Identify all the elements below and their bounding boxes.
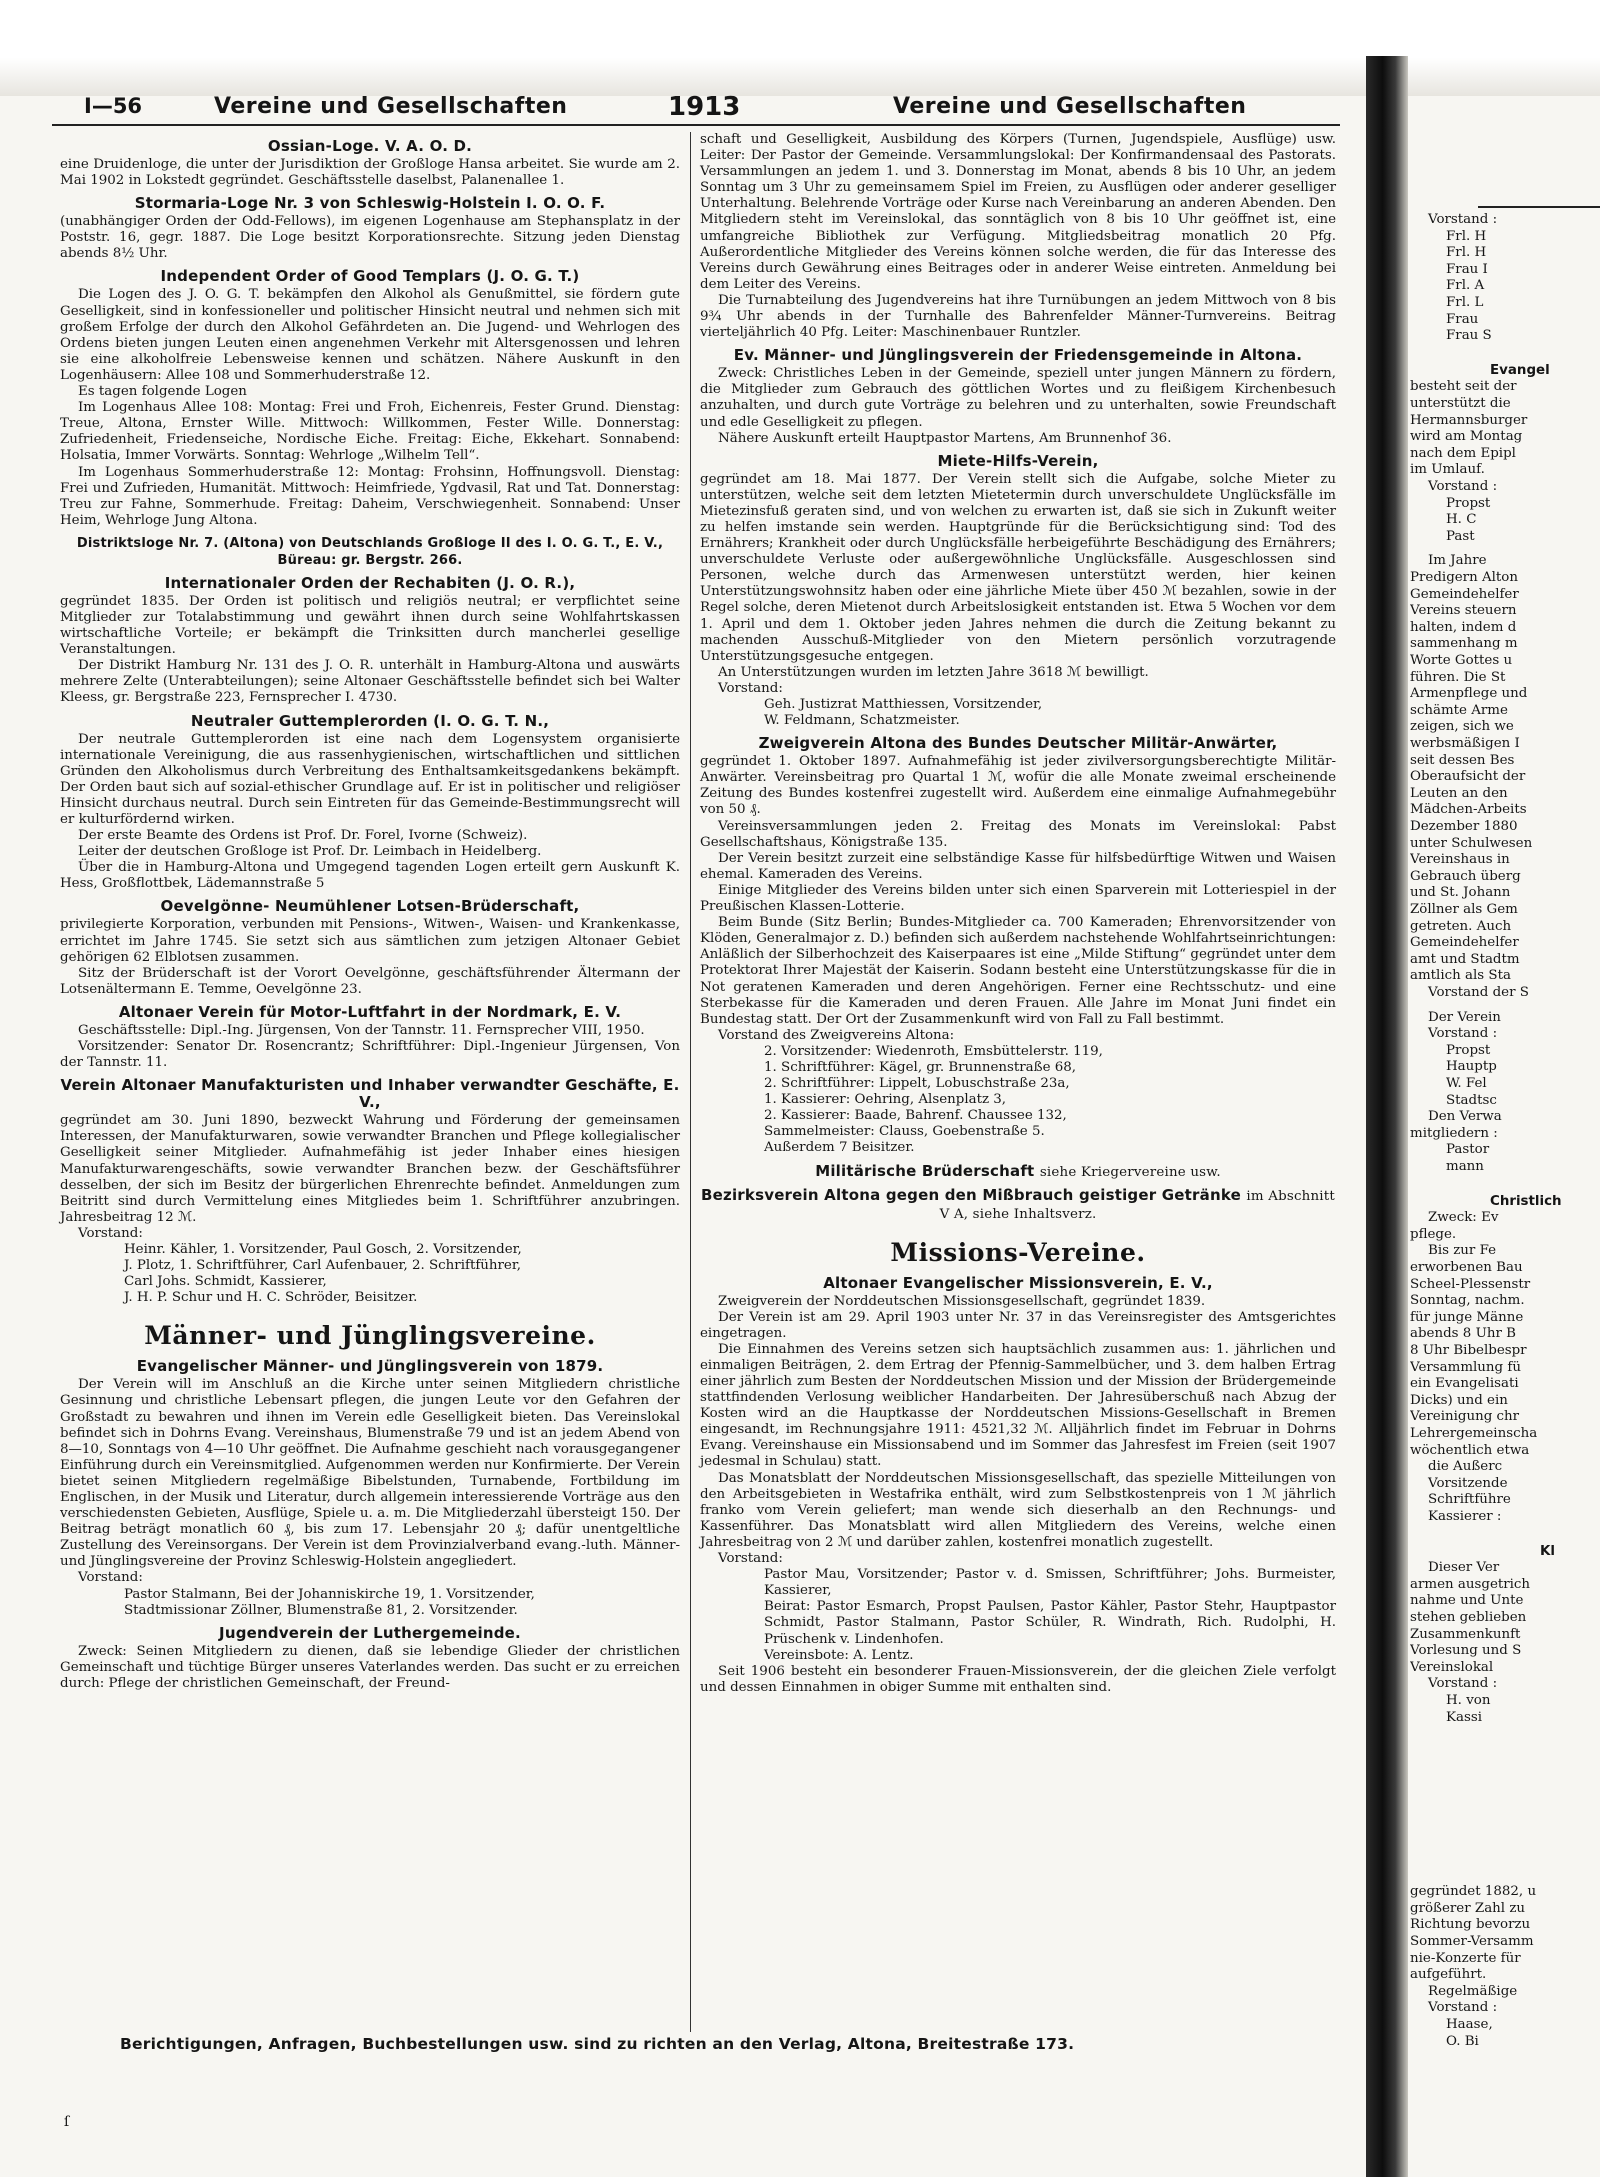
next-page-line: Leuten an den bbox=[1410, 785, 1508, 801]
next-page-line: aufgeführt. bbox=[1410, 1967, 1487, 1983]
board-member: W. Feldmann, Schatzmeister. bbox=[764, 713, 960, 729]
paragraph: Die Einnahmen des Vereins setzen sich hauptsächlich zusammen aus: 1. jährlichen und einmaligen Beiträgen, 2. dem Ertrag der Pfennig-Sammelbücher, und 3. dem halben Ertrag einer jährlich zum Besten der Norddeutschen Mission und der Mission der Brüdergemeinde stattfindenden Verlosung weiblicher Handarbeiten. Der Jahresüberschuß nach Abzug der Kosten wird an die Hauptkasse der Norddeutschen Missions-Gesellschaft in Bremen eingesandt, im Rechnungsjahre 1911: 4521,32 ℳ. Alljährlich findet im Februar in Dohrns Evang. Vereinshause ein Missionsabend und im Sommer das Jahresfest im Freien (seit 1907 jedesmal in Schulau) statt. bbox=[700, 1341, 1336, 1470]
board-member: 2. Schriftführer: Lippelt, Lobuschstraße 23a, bbox=[764, 1076, 1070, 1092]
next-page-line: Den Verwa bbox=[1428, 1109, 1502, 1125]
paragraph: Vorstand: bbox=[78, 1570, 143, 1586]
year: 1913 bbox=[668, 92, 741, 122]
paragraph: Der Verein besitzt zurzeit eine selbständige Kasse für hilfsbedürftige Witwen und Waisen ehemal. Kameraden des Vereins. bbox=[700, 850, 1336, 882]
next-page-line: größerer Zahl zu bbox=[1410, 1900, 1526, 1916]
next-page-line: Vereinshaus in bbox=[1410, 852, 1510, 868]
next-page-line: Zöllner als Gem bbox=[1410, 902, 1518, 917]
paragraph: Die Logen des J. O. G. T. bekämpfen den Alkohol als Genußmittel, sie fördern gute Geselligkeit, sind in konfessioneller und politischer Hinsicht neutral und nehmen sich mit großem Erfolge der durch den Alkohol Gefährdeten an. Die Jugend- und Wehrlogen des Ordens bieten jungen Leuten einen angenehmen Verkehr mit Altersgenossen und lehren sie eine alkoholfreie Lebensweise kennen und schätzen. Nähere Auskunft in den Logenhäusern: Allee 108 und Sommerhuderstraße 12. bbox=[60, 287, 680, 383]
paragraph: Zweck: Seinen Mitgliedern zu dienen, daß sie lebendige Glieder der christlichen Gemeinschaft und tüchtige Bürger unseres Vaterlandes werden. Das sucht er zu erreichen durch: Pflege der christlichen Gemeinschaft, der Freund- bbox=[60, 1643, 680, 1691]
next-page-line: nach dem Epipl bbox=[1410, 445, 1516, 461]
section-title: Independent Order of Good Templars (J. O. G. T.) bbox=[160, 267, 580, 286]
next-page-line: zeigen, sich we bbox=[1410, 719, 1514, 735]
paragraph: Der Distrikt Hamburg Nr. 131 des J. O. R. unterhält in Hamburg-Altona und auswärts mehrere Zelte (Unterabteilungen); seine Altonaer Geschäftsstelle befindet sich bei Walter Kleess, gr. Bergstraße 223, Fernsprecher I. 4730. bbox=[60, 658, 680, 706]
paragraph: Zweck: Christliches Leben in der Gemeinde, speziell unter jungen Männern zu fördern, die Mitglieder zum Gebrauch des göttlichen Wortes und zu fleißigem Kirchenbesuch anzuhalten, und durch gute Vorträge zu belehren und zu unterhalten, sowie Freundschaft und edle Geselligkeit zu pflegen. bbox=[700, 366, 1336, 430]
paragraph: Vereinsversammlungen jeden 2. Freitag des Monats im Vereinslokal: Pabst Gesellschaftshaus, Königstraße 135. bbox=[700, 818, 1336, 850]
next-page-line: unterstützt die bbox=[1410, 396, 1511, 411]
next-page-line: Lehrergemeinscha bbox=[1410, 1426, 1538, 1441]
next-page-line: und St. Johann bbox=[1410, 885, 1511, 901]
next-page-line: schämte Arme bbox=[1410, 702, 1508, 718]
next-page-line: Frl. L bbox=[1446, 295, 1484, 310]
next-page-line: wöchentlich etwa bbox=[1410, 1442, 1530, 1458]
left-column bbox=[60, 132, 680, 1692]
next-page-line: Sommer-Versamm bbox=[1410, 1934, 1534, 1949]
next-page-line: H. C bbox=[1446, 512, 1477, 528]
section-title bbox=[700, 1163, 1336, 1181]
column-rule bbox=[690, 132, 691, 2032]
next-page-line: Oberaufsicht der bbox=[1410, 769, 1526, 785]
paragraph: Der erste Beamte des Ordens ist Prof. Dr. Forel, Ivorne (Schweiz). bbox=[78, 828, 528, 844]
next-page-line: wird am Montag bbox=[1410, 429, 1523, 445]
paragraph: Geschäftsstelle: Dipl.-Ing. Jürgensen, Von der Tannstr. 11. Fernsprecher VIII, 1950. bbox=[78, 1022, 645, 1038]
section-title: Distriktsloge Nr. 7. (Altona) von Deutschlands Großloge II des I. O. G. T., E. V., Büreau: gr. Bergstr. 266. bbox=[76, 535, 664, 568]
paragraph: gegründet 1835. Der Orden ist politisch und religiös neutral; er verpflichtet seine Mitglieder zur Totalabstimmung und gewährt ihnen durch seine Wohlfahrtskassen wirtschaftliche Vorteile; er bekämpft die Trinksitten durch mancherlei gesellige Veranstaltungen. bbox=[60, 593, 680, 658]
paragraph: Nähere Auskunft erteilt Hauptpastor Martens, Am Brunnenhof 36. bbox=[718, 430, 1172, 446]
next-page-line: Vereinslokal bbox=[1410, 1659, 1494, 1675]
next-page-line: Zusammenkunft bbox=[1410, 1626, 1521, 1642]
next-page-line: sammenhang m bbox=[1410, 636, 1518, 652]
next-page-line: nie-Konzerte für bbox=[1410, 1950, 1521, 1966]
next-page-line: Propst bbox=[1446, 495, 1491, 511]
next-page-line: W. Fel bbox=[1446, 1076, 1487, 1091]
board-member: Pastor Stalmann, Bei der Johanniskirche 19, 1. Vorsitzender, bbox=[124, 1586, 535, 1602]
paragraph: Vorsitzender: Senator Dr. Rosencrantz; Schriftführer: Dipl.-Ingenieur Jürgensen, Von der Tannstr. 11. bbox=[60, 1039, 680, 1071]
next-page-line: Hermannsburger bbox=[1410, 412, 1528, 428]
next-page-line: ein Evangelisati bbox=[1410, 1376, 1519, 1392]
section-title: Verein Altonaer Manufakturisten und Inhaber verwandter Geschäfte, E. V., bbox=[60, 1076, 680, 1112]
next-page-line: pflege. bbox=[1410, 1226, 1457, 1242]
next-page-line: amtlich als Sta bbox=[1410, 968, 1511, 984]
scan-top-margin bbox=[0, 0, 1600, 96]
next-page-line: stehen geblieben bbox=[1410, 1610, 1527, 1625]
next-page-line: führen. Die St bbox=[1410, 669, 1506, 685]
paragraph: gegründet am 18. Mai 1877. Der Verein stellt sich die Aufgabe, solche Mieter zu unterstützen, welche seit dem letzten Mietetermin durch unverschuldete Unglücksfälle im Mietezinsfuß geraten sind, und von welchen zu erwarten ist, daß sie sich in Zukunft weiter zu helfen imstande sein werden. Hauptgründe für die Berücksichtigung sind: Tod des Ernährers; Krankheit oder durch Unglücksfälle herbeigeführte Beschädigung des Ernährers; unverschuldete Verluste oder außergewöhnliche Unglücksfälle. Ausgeschlossen sind Personen, welche durch das Armenwesen unterstützt werden, hier keinen Unterstützungswohnsitz haben oder eine jährliche Miete über 450 ℳ bezahlen, sowie in der Regel solche, deren Mietenot durch Arbeitslosigkeit entstanden ist. Etwa 5 Wochen vor dem 1. April und dem 1. Oktober jeden Jahres nehmen die durch die Zeitung bekannt zu machenden Ausschuß-Mitglieder von den Mietern persönlich vorzutragende Unterstützungsgesuche entgegen. bbox=[700, 471, 1336, 664]
section-title: Neutraler Guttemplerorden (I. O. G. T. N., bbox=[190, 711, 550, 730]
section-title: Altonaer Verein für Motor-Luftfahrt in der Nordmark, E. V. bbox=[118, 1002, 622, 1021]
paragraph: Die Turnabteilung des Jugendvereins hat ihre Turnübungen an jedem Mittwoch von 8 bis 9¾ Uhr abends in der Turnhalle des Bahrenfelder Männer-Turnvereins. Beitrag vierteljährlich 40 Pfg. Leiter: Maschinenbauer Runtzler. bbox=[700, 292, 1336, 341]
next-page-line: Der Verein bbox=[1428, 1009, 1501, 1025]
next-page-line: Kassi bbox=[1446, 1709, 1483, 1725]
next-page-line: Schriftführe bbox=[1428, 1492, 1511, 1508]
next-page-line: Regelmäßige bbox=[1428, 1983, 1518, 1999]
section-title: Ossian-Loge. V. A. O. D. bbox=[267, 137, 473, 155]
publisher-footer: Berichtigungen, Anfragen, Buchbestellungen usw. sind zu richten an den Verlag, Altona, Breitestraße 173. bbox=[120, 2035, 1075, 2053]
next-page-line: H. von bbox=[1446, 1693, 1491, 1708]
next-page-line: Past bbox=[1446, 528, 1475, 544]
board-member: 2. Vorsitzender: Wiedenroth, Emsbüttelerstr. 119, bbox=[764, 1043, 1103, 1059]
board-member: Heinr. Kähler, 1. Vorsitzender, Paul Gosch, 2. Vorsitzender, bbox=[124, 1241, 522, 1257]
paragraph: Über die in Hamburg-Altona und Umgegend tagenden Logen erteilt gern Auskunft K. Hess, Großflottbek, Lädemannstraße 5 bbox=[60, 860, 680, 892]
next-page-line: 8 Uhr Bibelbespr bbox=[1410, 1343, 1527, 1358]
header-rule bbox=[52, 124, 1340, 126]
next-page-line: armen ausgetrich bbox=[1410, 1576, 1531, 1592]
next-page-line: Bis zur Fe bbox=[1428, 1243, 1497, 1259]
next-page-line: getreten. Auch bbox=[1410, 918, 1512, 934]
page-number: I—56 bbox=[84, 94, 143, 118]
paragraph: Einige Mitglieder des Vereins bilden unter sich einen Sparverein mit Lotteriespiel in der Preußischen Klassen-Lotterie. bbox=[700, 882, 1336, 915]
next-page-line: Vorstand : bbox=[1428, 2000, 1498, 2016]
board-member: Vereinsbote: A. Lentz. bbox=[764, 1647, 914, 1663]
next-page-line: Dieser Ver bbox=[1428, 1560, 1500, 1576]
margin-mark: ſ bbox=[64, 2114, 70, 2130]
board-member: Geh. Justizrat Matthiessen, Vorsitzender, bbox=[764, 697, 1043, 712]
board-member: 2. Kassierer: Baade, Bahrenf. Chaussee 132, bbox=[764, 1108, 1067, 1124]
paragraph: Vorstand: bbox=[718, 1551, 783, 1567]
section-title bbox=[700, 1187, 1336, 1223]
paragraph: Es tagen folgende Logen bbox=[78, 384, 247, 400]
section-title: Ev. Männer- und Jünglingsverein der Friedensgemeinde in Altona. bbox=[733, 346, 1303, 365]
next-page-line: Propst bbox=[1446, 1042, 1491, 1058]
next-page-line: Vorstand : bbox=[1428, 212, 1498, 227]
next-page-line: die Außerc bbox=[1428, 1459, 1503, 1475]
next-page-line: Frl. H bbox=[1446, 228, 1487, 244]
paragraph: Der Verein ist am 29. April 1903 unter Nr. 37 in das Vereinsregister des Amtsgerichtes eingetragen. bbox=[700, 1309, 1336, 1341]
next-page-fragment bbox=[1410, 200, 1600, 2100]
board-member: 1. Schriftführer: Kägel, gr. Brunnenstraße 68, bbox=[764, 1059, 1077, 1075]
next-page-line: Frl. H bbox=[1446, 245, 1487, 261]
next-page-line: Richtung bevorzu bbox=[1410, 1917, 1531, 1933]
next-page-line: werbsmäßigen I bbox=[1410, 736, 1520, 751]
next-page-line: amt und Stadtm bbox=[1410, 951, 1520, 967]
next-page-line: Vorsitzende bbox=[1428, 1475, 1508, 1491]
paragraph: An Unterstützungen wurden im letzten Jahre 3618 ℳ bewilligt. bbox=[718, 664, 1149, 680]
next-page-line: mann bbox=[1446, 1159, 1484, 1174]
next-page-line: Armenpflege und bbox=[1410, 686, 1528, 702]
next-page-line: Gemeindehelfer bbox=[1410, 935, 1519, 951]
next-page-line: Frau S bbox=[1446, 328, 1492, 344]
next-page-line: seit dessen Bes bbox=[1410, 752, 1515, 768]
section-title: Stormaria-Loge Nr. 3 von Schleswig-Holstein I. O. O. F. bbox=[134, 194, 606, 213]
next-page-line: Mädchen-Arbeits bbox=[1410, 802, 1527, 818]
paragraph: Das Monatsblatt der Norddeutschen Missionsgesellschaft, das spezielle Mitteilungen von den Arbeitsgebieten in Westafrika enthält, wird zum Selbstkostenpreis von 1 ℳ jährlich franko vom Verein geliefert; man wende sich dieserhalb an den Rechnungs- und Kassenführer. Das Monatsblatt wird allen Mitgliedern des Vereins, welche einen Jahresbeitrag von 2 ℳ und darüber zahlen, kostenfrei monatlich zugestellt. bbox=[700, 1470, 1336, 1550]
next-page-line: O. Bi bbox=[1446, 2033, 1479, 2049]
next-page-line: für junge Männe bbox=[1410, 1309, 1524, 1325]
next-page-line: Gemeindehelfer bbox=[1410, 586, 1519, 602]
next-page-line: Scheel-Plessenstr bbox=[1410, 1276, 1531, 1292]
next-page-line: gegründet 1882, u bbox=[1410, 1884, 1537, 1900]
section-title-name: Bezirksverein Altona gegen den Mißbrauch geistiger Getränke bbox=[701, 1185, 1241, 1204]
next-page-line: Evangel bbox=[1490, 362, 1550, 378]
board-member: Pastor Mau, Vorsitzender; Pastor v. d. Smissen, Schriftführer; Johs. Burmeister, Kassierer, bbox=[764, 1567, 1336, 1599]
paragraph: Vorstand: bbox=[718, 680, 783, 696]
next-page-line: Vorstand : bbox=[1428, 1676, 1498, 1692]
paragraph: Der neutrale Guttemplerorden ist eine nach dem Logensystem organisierte internationale Vereinigung, die aus rassenhygienischen, wirtschaftlichen und sittlichen Gründen den Alkoholismus durch Verbreitung des Enthaltsamkeitsgedankens bekämpft. Der Orden baut sich auf sozial-ethischer Grundlage auf. Er ist in politischer und religiöser Hinsicht durchaus neutral. Durch sein Eintreten für das Gemeinde-Bestimmungsrecht will er kulturfördernd wirken. bbox=[60, 731, 680, 827]
next-page-line: Vorstand : bbox=[1428, 479, 1498, 494]
paragraph: Seit 1906 besteht ein besonderer Frauen-Missionsverein, der die gleichen Ziele verfolgt und dessen Einnahmen in obiger Summe mit enthalten sind. bbox=[700, 1663, 1336, 1695]
next-page-line: Worte Gottes u bbox=[1410, 653, 1513, 668]
next-page-line: nahme und Unte bbox=[1410, 1593, 1524, 1609]
next-page-line: Gebrauch überg bbox=[1410, 868, 1521, 884]
section-title: Oevelgönne- Neumühlener Lotsen-Brüderschaft, bbox=[160, 897, 580, 916]
paragraph: Im Logenhaus Allee 108: Montag: Frei und Froh, Eichenreis, Fester Grund. Dienstag: Treue, Altona, Ernster Wille. Mittwoch: Willkommen, Fester Wille. Donnerstag: Zufriedenheit, Friedenseiche, Nordische Eiche. Freitag: Eiche, Ekkehart. Sonnabend: Holsatia, Immer Vorwärts. Sonntag: Wehrloge „Wilhelm Tell“. bbox=[60, 400, 680, 464]
next-page-line: Haase, bbox=[1446, 2017, 1493, 2032]
paragraph: Vorstand: bbox=[78, 1225, 143, 1241]
next-page-line: Pastor bbox=[1446, 1142, 1490, 1158]
paragraph: Vorstand des Zweigvereins Altona: bbox=[718, 1027, 955, 1043]
paragraph: (unabhängiger Orden der Odd-Fellows), im eigenen Logenhause am Stephansplatz in der Poststr. 16, gegr. 1887. Die Loge besitzt Korporationsrechte. Sitzung jeden Dienstag abends 8½ Uhr. bbox=[60, 214, 680, 262]
paragraph: Im Logenhaus Sommerhuderstraße 12: Montag: Frohsinn, Hoffnungsvoll. Dienstag: Frei und Zufrieden, Humanität. Mittwoch: Heimfriede, Ygdvasil, Rat und Tat. Donnerstag: Treu zur Fahne, Sommerhude. Freitag: Daheim, Verschwiegenheit. Sonnabend: Unser Heim, Wehrloge Jung Altona. bbox=[60, 464, 680, 528]
paragraph: gegründet am 30. Juni 1890, bezweckt Wahrung und Förderung der gemeinsamen Interessen, der Manufakturwaren, sowie verwandter Branchen und Pflege kollegialischer Geselligkeit seiner Mitglieder. Aufnahmefähig ist jeder Inhaber eines hiesigen Manufakturwarengeschäfts, sowie verwandter Branchen bezw. der Geschäftsführer desselben, der sich im Besitz der bürgerlichen Ehrenrechte befindet. Anmeldungen zum Beitritt sind durch Vermittelung eines Mitgliedes beim 1. Schriftführer anzubringen. Jahresbeitrag 12 ℳ. bbox=[60, 1113, 680, 1225]
paragraph: privilegierte Korporation, verbunden mit Pensions-, Witwen-, Waisen- und Krankenkasse, errichtet im Jahre 1745. Sie setzt sich aus sämtlichen zum jetzigen Altonaer Gebiet gehörigen 62 Elblotsen zusammen. bbox=[60, 917, 680, 965]
cross-reference: im Abschnitt V A, siehe Inhaltsverz. bbox=[939, 1188, 1335, 1222]
next-page-line: im Umlauf. bbox=[1410, 462, 1485, 478]
next-page-line: Dezember 1880 bbox=[1410, 819, 1518, 834]
right-column bbox=[700, 132, 1336, 1696]
next-page-line: Vorlesung und S bbox=[1410, 1643, 1522, 1659]
paragraph: eine Druidenloge, die unter der Jurisdiktion der Großloge Hansa arbeitet. Sie wurde am 2. Mai 1902 in Lokstedt gegründet. Geschäftsstelle daselbst, Palanenallee 1. bbox=[60, 157, 680, 189]
board-member: 1. Kassierer: Oehring, Alsenplatz 3, bbox=[764, 1092, 1007, 1108]
board-member: J. Plotz, 1. Schriftführer, Carl Aufenbauer, 2. Schriftführer, bbox=[124, 1258, 522, 1274]
section-title: Internationaler Orden der Rechabiten (J. O. R.), bbox=[164, 573, 576, 592]
next-page-line: Vorstand der S bbox=[1428, 985, 1529, 1000]
section-title: Jugendverein der Luthergemeinde. bbox=[219, 1623, 521, 1642]
next-page-line: erworbenen Bau bbox=[1410, 1260, 1523, 1275]
next-page-line: Im Jahre bbox=[1428, 553, 1487, 569]
paragraph: schaft und Geselligkeit, Ausbildung des Körpers (Turnen, Jugendspiele, Ausflüge) usw. Leiter: Der Pastor der Gemeinde. Versammlungslokal: Der Konfirmandensaal des Pastorats. Versammlungen an jedem 1. und 3. Donnerstag im Monat, abends 8 bis 10 Uhr, an jedem Sonntag um 3 Uhr zu gemeinsamem Spiel im Freien, zu Ausflügen oder anderer geselliger Unterhaltung. Belehrende Vorträge oder Kurse nach Vereinbarung an anderen Abenden. Den Mitgliedern steht im Vereinslokal, das sonntäglich von 8 bis 10 Uhr geöffnet ist, eine umfangreiche Bibliothek zur Verfügung. Mitgliedsbeitrag monatlich 20 Pfg. Außerordentliche Mitglieder des Vereins können solche werden, die für das Interesse des Vereins durch Gewährung eines Beitrages oder in anderer Weise eintreten. Anmeldung bei dem Leiter des Vereins. bbox=[700, 132, 1336, 292]
next-page-line: Kassierer : bbox=[1428, 1509, 1502, 1524]
next-page-line: halten, indem d bbox=[1410, 619, 1517, 635]
next-page-line: besteht seit der bbox=[1410, 379, 1517, 395]
next-page-line: Sonntag, nachm. bbox=[1410, 1293, 1525, 1309]
section-title-name: Militärische Brüderschaft bbox=[815, 1161, 1035, 1180]
section-title: Evangelischer Männer- und Jünglingsverein von 1879. bbox=[136, 1357, 604, 1376]
next-page-line: Stadtsc bbox=[1446, 1092, 1497, 1108]
paragraph: Beim Bunde (Sitz Berlin; Bundes-Mitglieder ca. 700 Kameraden; Ehrenvorsitzender von Klöden, Generalmajor z. D.) befinden sich außerdem nachstehende Wohlfahrtseinrichtungen: Anläßlich der Silberhochzeit des Kaiserpaares ist eine „Milde Stiftung“ gegründet unter dem Protektorat Ihrer Majestät der Kaiserin. Sodann besteht eine Unterstützungskasse für die in Not geratenen Kameraden und deren Angehörigen. Ferner eine Rechtsschutz- und eine Sterbekasse für die Kameraden und deren Frauen. Alle Jahre im Monat Juni findet ein Bundestag statt. Der Ort der Zusammenkunft wird von Fall zu Fall bestimmt. bbox=[700, 915, 1336, 1027]
next-page-line: Vereinigung chr bbox=[1410, 1409, 1520, 1425]
next-page-line: unter Schulwesen bbox=[1410, 835, 1533, 851]
next-page-line: Dicks) und ein bbox=[1410, 1392, 1508, 1408]
next-page-line: Hauptp bbox=[1446, 1059, 1497, 1075]
running-title-left: Vereine und Gesellschaften bbox=[214, 94, 568, 119]
paragraph: Sitz der Brüderschaft ist der Vorort Oevelgönne, geschäftsführender Ältermann der Lotsenältermann E. Temme, Oevelgönne 23. bbox=[60, 965, 680, 997]
board-member: J. H. P. Schur und H. C. Schröder, Beisitzer. bbox=[124, 1290, 418, 1306]
book-gutter-shadow bbox=[1366, 56, 1408, 2177]
section-title: Miete-Hilfs-Verein, bbox=[937, 451, 1099, 470]
board-member: Sammelmeister: Clauss, Goebenstraße 5. bbox=[764, 1124, 1045, 1140]
board-member: Außerdem 7 Beisitzer. bbox=[764, 1140, 915, 1156]
paragraph: gegründet 1. Oktober 1897. Aufnahmefähig ist jeder zivilversorgungsberechtigte Militär-Anwärter. Vereinsbeitrag pro Quartal 1 ℳ, wofür die alle Monate zweimal erscheinende Zeitung des Bundes kostenfrei zugestellt wird. Außerdem eine einmalige Aufnahmegebühr von 50 ₰. bbox=[700, 754, 1336, 818]
next-page-line: Frau bbox=[1446, 311, 1479, 327]
next-page-line: Zweck: Ev bbox=[1428, 1210, 1499, 1226]
board-member: Beirat: Pastor Esmarch, Propst Paulsen, Pastor Kähler, Pastor Stehr, Hauptpastor Schmidt, Pastor Stalmann, Pastor Schüler, R. Windrath, Rich. Rudolphi, H. Prüschenk v. Lindenhofen. bbox=[764, 1599, 1336, 1647]
chapter-heading: Missions-Vereine. bbox=[890, 1237, 1146, 1267]
board-member: Stadtmissionar Zöllner, Blumenstraße 81, 2. Vorsitzender. bbox=[124, 1602, 518, 1618]
next-page-line: Vereins steuern bbox=[1410, 603, 1517, 619]
next-page-line: Vorstand : bbox=[1428, 1026, 1498, 1042]
running-title-right: Vereine und Gesellschaften bbox=[893, 94, 1247, 119]
section-title: Zweigverein Altona des Bundes Deutscher Militär-Anwärter, bbox=[758, 734, 1278, 753]
next-page-line: Kl bbox=[1540, 1543, 1555, 1559]
next-page-line: Christlich bbox=[1490, 1193, 1562, 1209]
paragraph: Zweigverein der Norddeutschen Missionsgesellschaft, gegründet 1839. bbox=[718, 1293, 1206, 1309]
next-page-line: abends 8 Uhr B bbox=[1410, 1326, 1516, 1342]
cross-reference: siehe Kriegervereine usw. bbox=[1039, 1164, 1221, 1180]
next-page-line: Versammlung fü bbox=[1410, 1359, 1521, 1375]
next-page-line: Predigern Alton bbox=[1410, 570, 1518, 585]
paragraph: Der Verein will im Anschluß an die Kirche unter seinen Mitgliedern christliche Gesinnung und christliche Lebensart pflegen, die jungen Leute vor den Gefahren der Großstadt zu bewahren und ihnen im Verein edle Geselligkeit bieten. Das Vereinslokal befindet sich in Dohrns Evang. Vereinshaus, Blumenstraße 79 und ist an jedem Abend von 8—10, Sonntags von 4—10 Uhr geöffnet. Die Aufnahme geschieht nach vorausgegangener Einführung durch ein Vereinsmitglied. Aufgenommen werden nur Konfirmierte. Der Verein bietet seinen Mitgliedern regelmäßige Bibelstunden, Turnabende, Fortbildung im Englischen, in der Musik und Literatur, durch allgemein interessierende Vorträge aus den verschiedensten Gebieten, Ausflüge, Spiele u. a. m. Die Mitgliederzahl übersteigt 150. Der Beitrag beträgt monatlich 60 ₰, bis zum 17. Lebensjahr 20 ₰; dafür unentgeltliche Zustellung des Vereinsorgans. Der Verein ist dem Provinzialverband evang.-luth. Männer- und Jünglingsvereine der Provinz Schleswig-Holstein angegliedert. bbox=[60, 1377, 680, 1570]
chapter-heading: Männer- und Jünglingsvereine. bbox=[144, 1321, 596, 1351]
board-member: Carl Johs. Schmidt, Kassierer, bbox=[124, 1274, 327, 1290]
section-title: Altonaer Evangelischer Missionsverein, E. V., bbox=[823, 1273, 1213, 1292]
next-page-line: Frl. A bbox=[1446, 278, 1485, 294]
next-page-line: Frau I bbox=[1446, 261, 1488, 277]
paragraph: Leiter der deutschen Großloge ist Prof. Dr. Leimbach in Heidelberg. bbox=[78, 844, 542, 860]
next-page-line: mitgliedern : bbox=[1410, 1125, 1498, 1141]
